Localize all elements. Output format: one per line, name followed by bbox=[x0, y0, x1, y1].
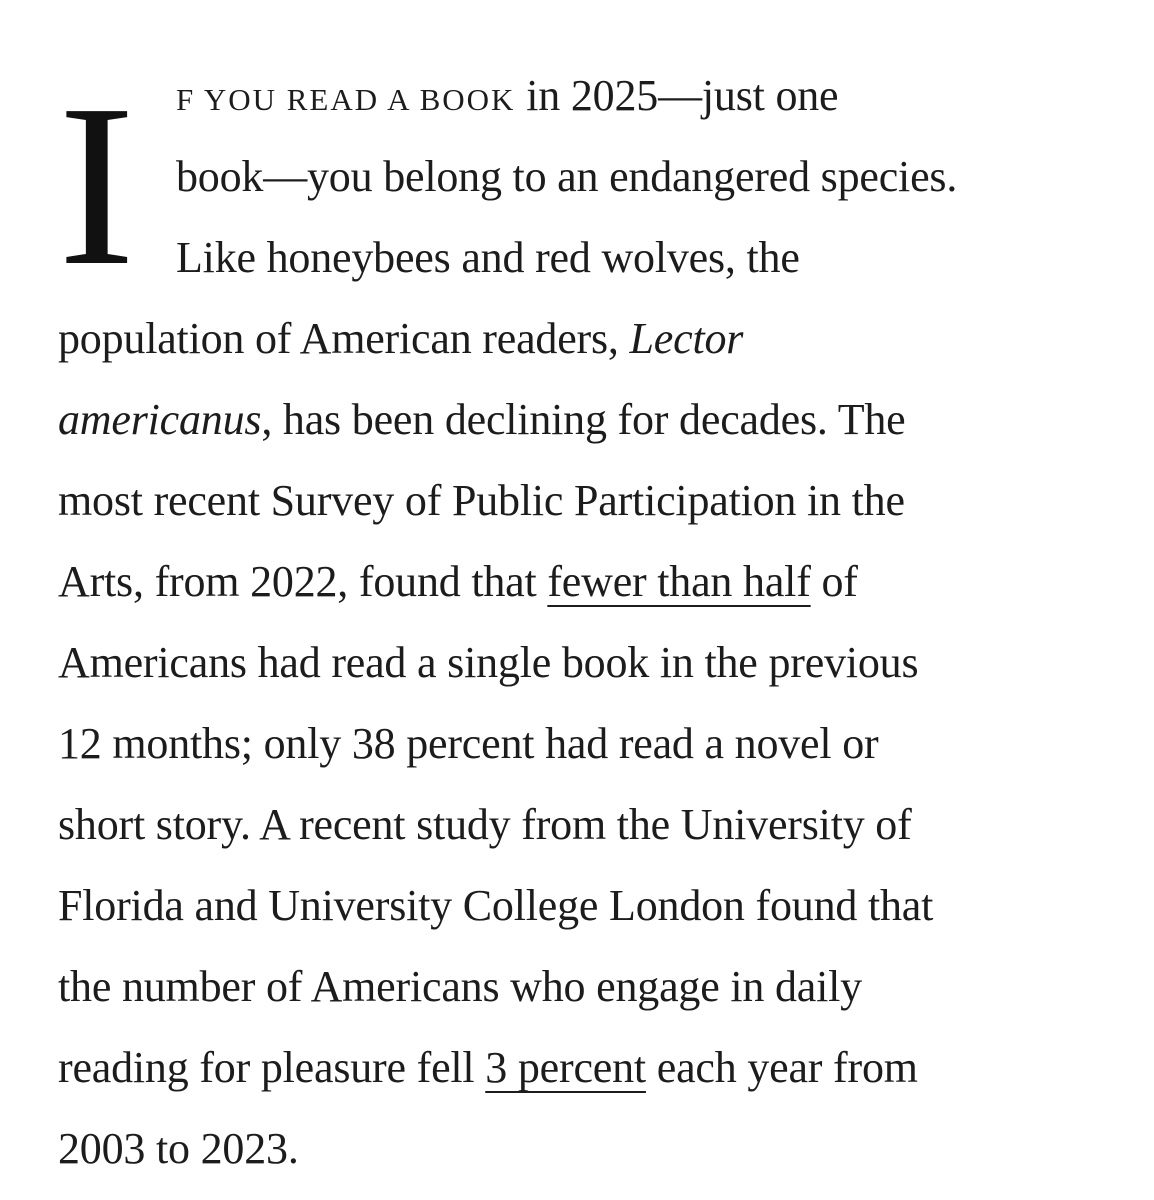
line-text: Like honeybees and red wolves, the bbox=[176, 233, 800, 282]
line-text: 12 months; only 38 percent had read a novel or bbox=[58, 719, 879, 768]
italic-term: americanus bbox=[58, 395, 262, 444]
paragraph-line bbox=[58, 719, 879, 768]
line-text: Americans had read a single book in the previous bbox=[58, 638, 919, 687]
link-fewer-than-half[interactable]: fewer than half bbox=[547, 557, 811, 606]
paragraph-line bbox=[58, 1043, 918, 1092]
line-text: 2003 to 2023. bbox=[58, 1124, 299, 1173]
link-3-percent[interactable]: 3 percent bbox=[485, 1043, 646, 1092]
line-text: , has been declining for decades. The bbox=[261, 395, 906, 444]
paragraph-line bbox=[58, 800, 912, 849]
line-text: short story. A recent study from the University of bbox=[58, 800, 912, 849]
drop-cap: I bbox=[58, 57, 136, 314]
paragraph-line bbox=[58, 395, 906, 444]
line-text: the number of Americans who engage in daily bbox=[58, 962, 862, 1011]
paragraph-line bbox=[58, 881, 934, 930]
paragraph-line bbox=[58, 476, 905, 525]
line-text: book—you belong to an endangered species. bbox=[176, 152, 958, 201]
line-text: most recent Survey of Public Participation in the bbox=[58, 476, 905, 525]
line-text: Arts, from 2022, found that bbox=[58, 557, 548, 606]
paragraph-line bbox=[58, 1124, 299, 1173]
paragraph-line bbox=[176, 233, 800, 282]
line-text: Florida and University College London found that bbox=[58, 881, 934, 930]
paragraph-line bbox=[58, 638, 919, 687]
paragraph-line bbox=[176, 71, 839, 122]
line-text: each year from bbox=[645, 1043, 918, 1092]
paragraph-line bbox=[58, 314, 744, 363]
italic-term: Lector bbox=[629, 314, 744, 363]
paragraph-line bbox=[58, 557, 858, 606]
paragraph-line bbox=[58, 962, 862, 1011]
line-text: in 2025—just one bbox=[515, 71, 839, 120]
line-text: reading for pleasure fell bbox=[58, 1043, 486, 1092]
line-text: of bbox=[810, 557, 858, 606]
paragraph-line bbox=[176, 152, 958, 201]
line-text: population of American readers, bbox=[58, 314, 630, 363]
lead-in-small-caps: F YOU READ A BOOK bbox=[176, 82, 516, 117]
